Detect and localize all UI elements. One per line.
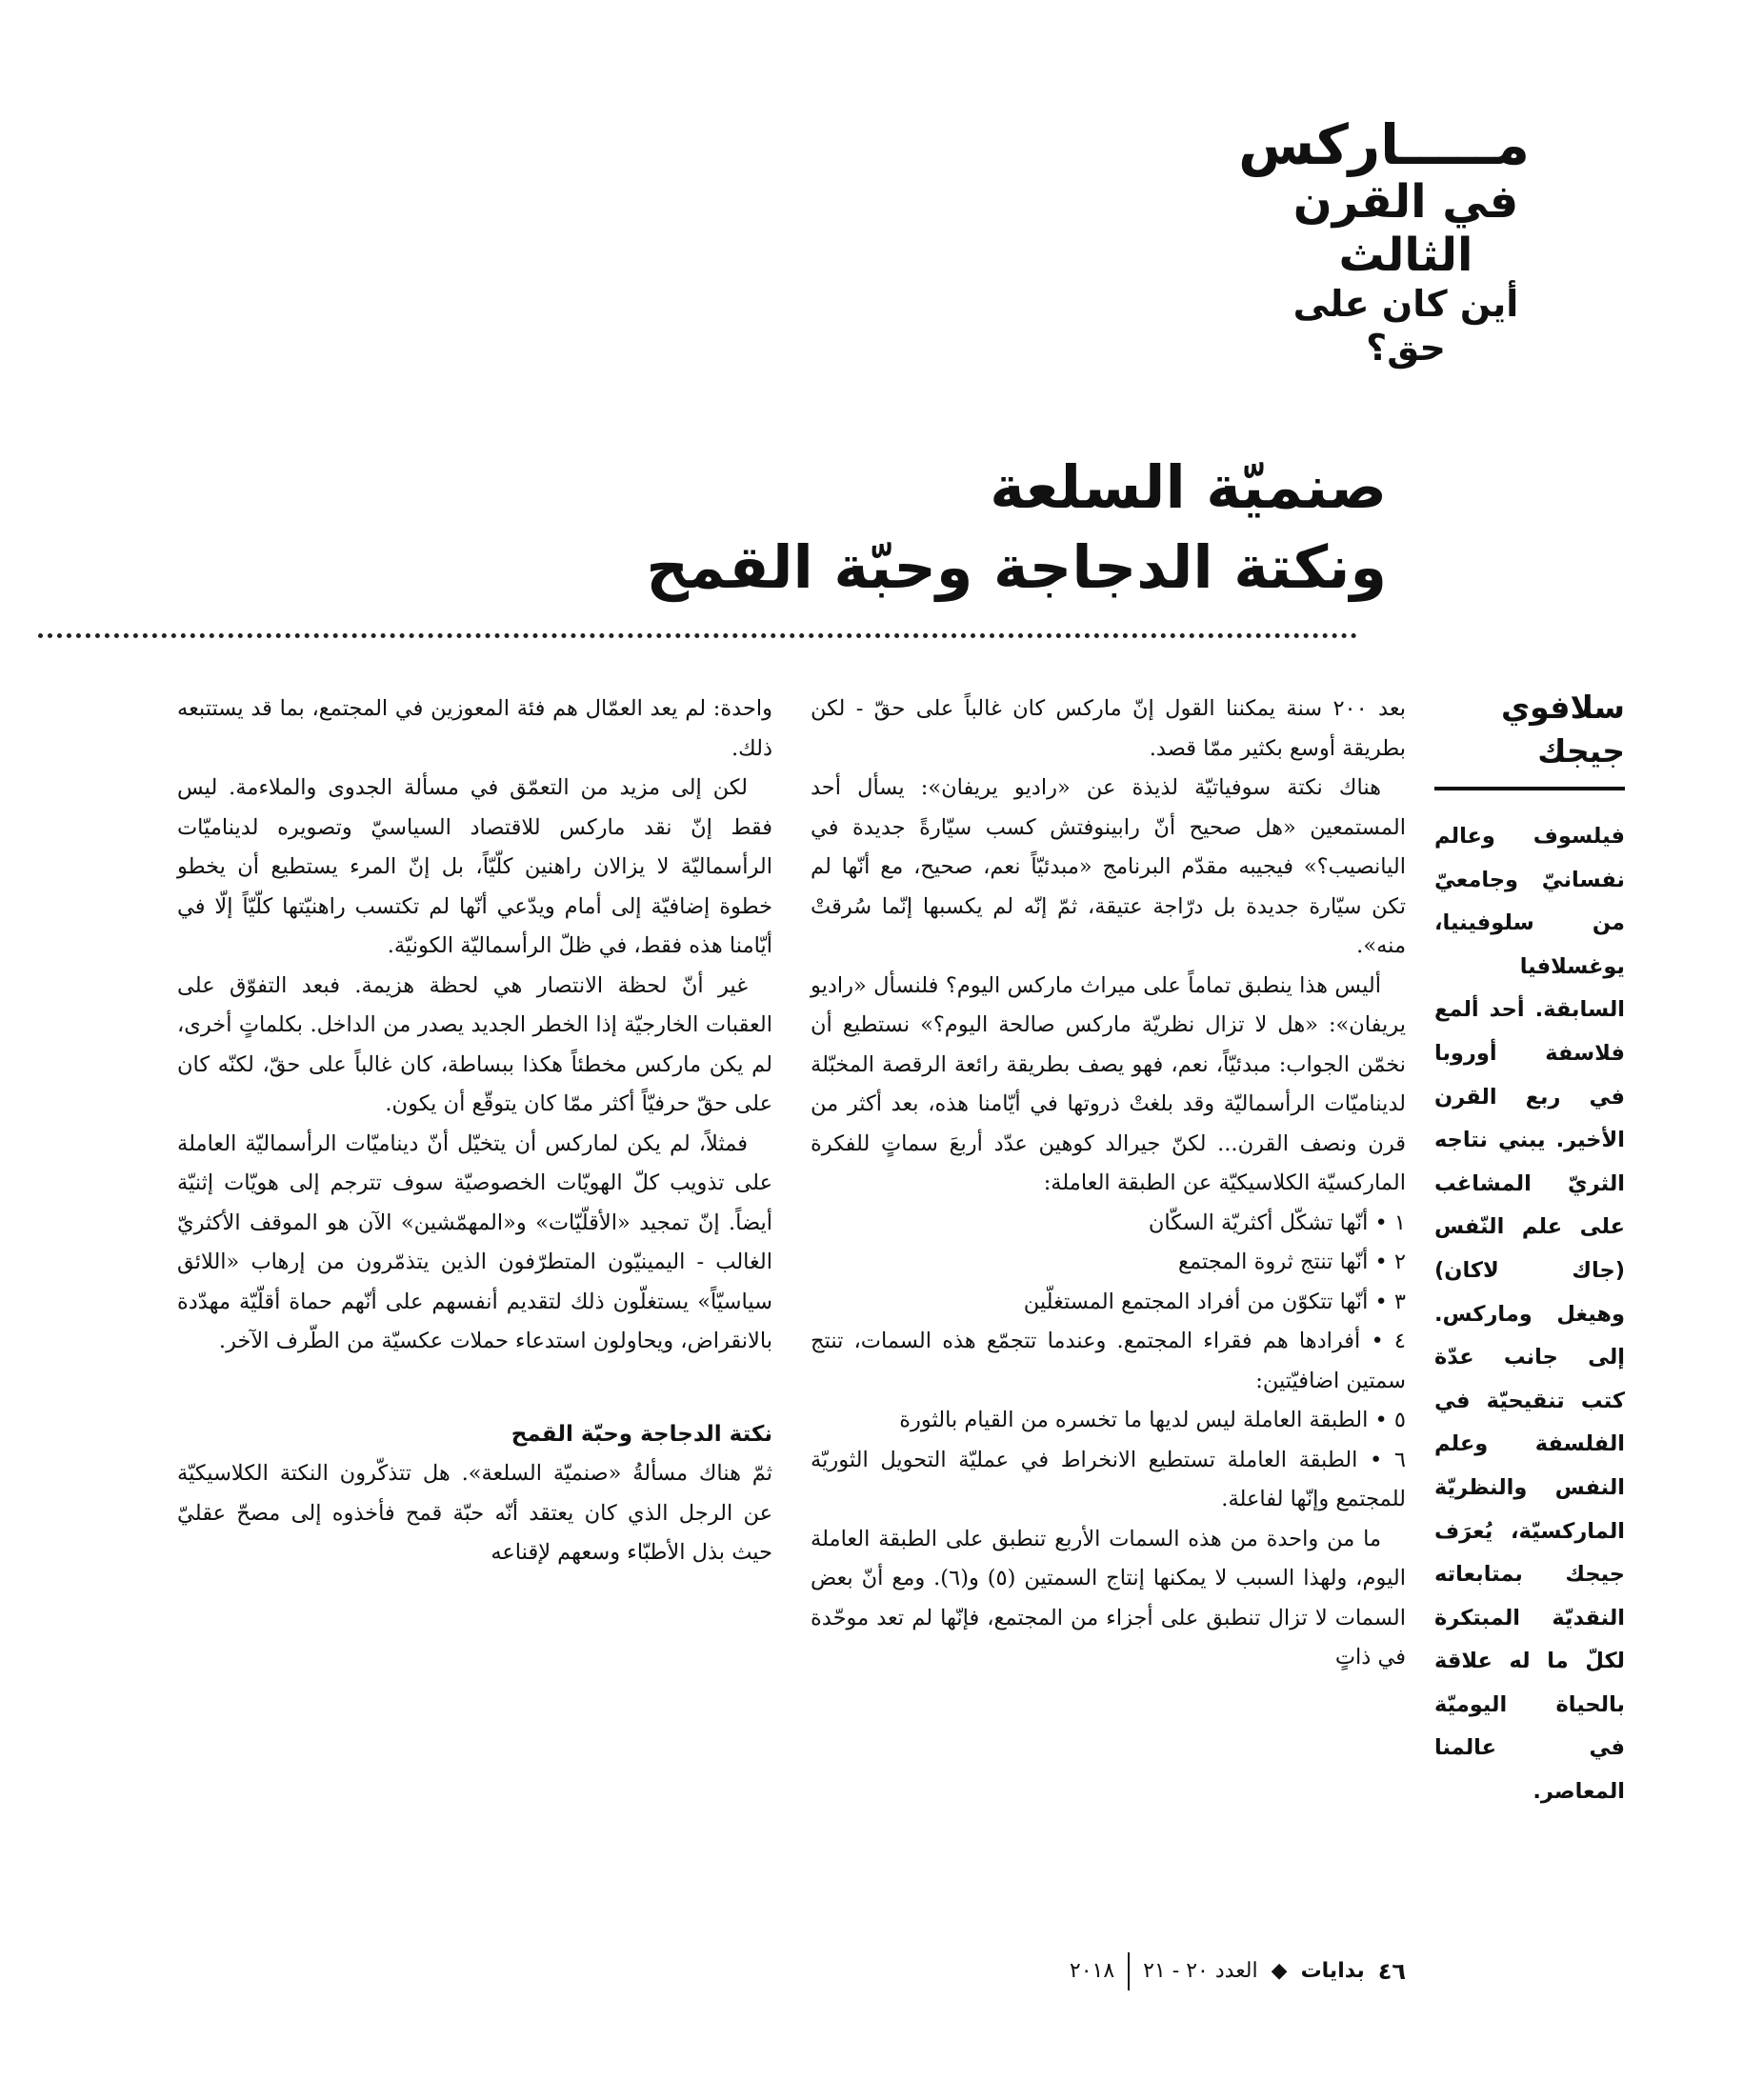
list-item: ٦ • الطبقة العاملة تستطيع الانخراط في عمليّة التحويل الثوريّة للمجتمع وإنّها لفاعلة. <box>811 1447 1406 1511</box>
logo-line-3: أين كان على حق؟ <box>1292 283 1519 369</box>
list-item: ٣ • أنّها تتكوّن من أفراد المجتمع المستغلّين <box>1023 1289 1406 1314</box>
author-name: سلافوي جيجك <box>1500 689 1625 770</box>
paragraph: بعد ٢٠٠ سنة يمكننا القول إنّ ماركس كان غالباً على حقّ - لكن بطريقة أوسع بكثير ممّا قصد. <box>811 696 1406 761</box>
issue-number: العدد ٢٠ - ٢١ <box>1143 1959 1258 1983</box>
list-item: ٥ • الطبقة العاملة ليس لديها ما تخسره من القيام بالثورة <box>899 1408 1406 1432</box>
text-column-1 <box>811 690 1406 1678</box>
page-number: ٤٦ <box>1377 1958 1406 1985</box>
article-title-block <box>339 448 1387 608</box>
article-subtitle: ونكتة الدجاجة وحبّة القمح <box>646 532 1387 602</box>
series-logo <box>1238 112 1530 370</box>
text-column-2 <box>177 690 772 1573</box>
magazine-name: بدايات <box>1300 1959 1365 1983</box>
logo-line-2: في القرن الثالث <box>1292 175 1519 282</box>
author-sidebar <box>1434 686 1625 1814</box>
diamond-icon: ◆ <box>1271 1959 1288 1983</box>
paragraph: غير أنّ لحظة الانتصار هي لحظة هزيمة. فبعد التفوّق على العقبات الخارجيّة إذا الخطر الجديد يصدر من الداخل. بكلماتٍ أخرى، لم يكن ماركس مخطئاً هكذا ببساطة، كان غالباً على حقّ، لكنّه كان على حقّ حرفيّاً أكثر ممّا كان يتوقّع أن يكون. <box>177 972 772 1116</box>
list-item: ١ • أنّها تشكّل أكثريّة السكّان <box>1148 1210 1406 1235</box>
list-item: ٤ • أفرادها هم فقراء المجتمع. وعندما تتجمّع هذه السمات، تنتج سمتين اضافيّتين: <box>811 1329 1406 1393</box>
footer-separator <box>1128 1952 1130 1990</box>
paragraph: هناك نكتة سوفياتيّة لذيذة عن «راديو يريفان»: يسأل أحد المستمعين «هل صحيح أنّ رابينوفتش كسب سيّارةً جديدة في اليانصيب؟» فيجيبه مقدّم البرنامج «مبدئيّاً نعم، صحيح، مع أنّها لم تكن سيّارة جديدة بل درّاجة عتيقة، ثمّ إنّه لم يكسبها إنّما سُرقتْ منه». <box>811 775 1406 958</box>
paragraph: واحدة: لم يعد العمّال هم فئة المعوزين في المجتمع، بما قد يستتبعه ذلك. <box>177 696 772 761</box>
paragraph: فمثلاً، لم يكن لماركس أن يتخيّل أنّ ديناميّات الرأسماليّة العاملة على تذويب كلّ الهويّات الخصوصيّة سوف تترجم إلى هويّات إثنيّة أيضاً. إنّ تمجيد «الأقلّيّات» و«المهمّشين» الآن هو الموقف الأكثريّ الغالب - اليمينيّون المتطرّفون الذين يتذمّرون من إرهاب «اللائق سياسيّاً» يستغلّون ذلك لتقديم أنفسهم على أنّهم حماة أقلّيّة مهدّدة بالانقراض، ويحاولون استدعاء حملات عكسيّة من الطّرف الآخر. <box>177 1130 772 1353</box>
author-bio: فيلسوف وعالم نفسانيّ وجامعيّ من سلوفينيا، يوغسلافيا السابقة. أحد ألمع فلاسفة أوروبا في ربع القرن الأخير. يبني نتاجه الثريّ المشاغب على علم النّفس (جاك لاكان) وهيغل وماركس. إلى جانب عدّة كتب تنقيحيّة في الفلسفة وعلم النفس والنظريّة الماركسيّة، يُعرَف جيجك بمتابعاته النقديّة المبتكرة لكلّ ما له علاقة بالحياة اليوميّة في عالمنا المعاصر. <box>1434 824 1625 1805</box>
page-footer <box>1070 1952 1406 1990</box>
section-subheading: نكتة الدجاجة وحبّة القمح <box>511 1421 772 1447</box>
title-divider <box>38 633 1357 638</box>
paragraph: ما من واحدة من هذه السمات الأربع تنطبق على الطبقة العاملة اليوم، ولهذا السبب لا يمكنها إنتاج السمتين (٥) و(٦). ومع أنّ بعض السمات لا تزال تنطبق على أجزاء من المجتمع، فإنّها لم تعد موحّدة في ذاتٍ <box>811 1526 1406 1670</box>
logo-line-1: مـــــاركس <box>1238 112 1530 177</box>
paragraph: ثمّ هناك مسألةُ «صنميّة السلعة». هل تتذكّرون النكتة الكلاسيكيّة عن الرجل الذي كان يعتقد أنّه حبّة قمح فأخذوه إلى مصحّ عقليّ حيث بذل الأطبّاء وسعهم لإقناعه <box>177 1461 772 1565</box>
paragraph: أليس هذا ينطبق تماماً على ميراث ماركس اليوم؟ فلنسأل «راديو يريفان»: «هل لا تزال نظريّة ماركس صالحة اليوم؟» نستطيع أن نخمّن الجواب: مبدئيّاً، نعم، فهو يصف بطريقة رائعة الرقصة المخبّلة لديناميّات الرأسماليّة وقد بلغتْ ذروتها في أيّامنا هذه، بعد أكثر من قرن ونصف القرن... لكنّ جيرالد كوهين عدّد أربعَ سماتٍ للفكرة الماركسيّة الكلاسيكيّة عن الطبقة العاملة: <box>811 972 1406 1195</box>
list-item: ٢ • أنّها تنتج ثروة المجتمع <box>1178 1250 1406 1274</box>
author-divider <box>1434 787 1625 790</box>
article-title: صنميّة السلعة <box>990 452 1387 522</box>
features-list <box>811 1204 1406 1520</box>
issue-year: ٢٠١٨ <box>1069 1959 1115 1983</box>
paragraph: لكن إلى مزيد من التعمّق في مسألة الجدوى والملاءمة. ليس فقط إنّ نقد ماركس للاقتصاد السياسيّ وتصويره لديناميّات الرأسماليّة لا يزالان راهنين كلّيّاً، بل إنّ المرء يستطيع أن يخطو خطوة إضافيّة إلى أمام ويدّعي أنّها لم تكتسب راهنيّتها كلّيّاً إلّا في أيّامنا هذه فقط، في ظلّ الرأسماليّة الكونيّة. <box>177 775 772 958</box>
